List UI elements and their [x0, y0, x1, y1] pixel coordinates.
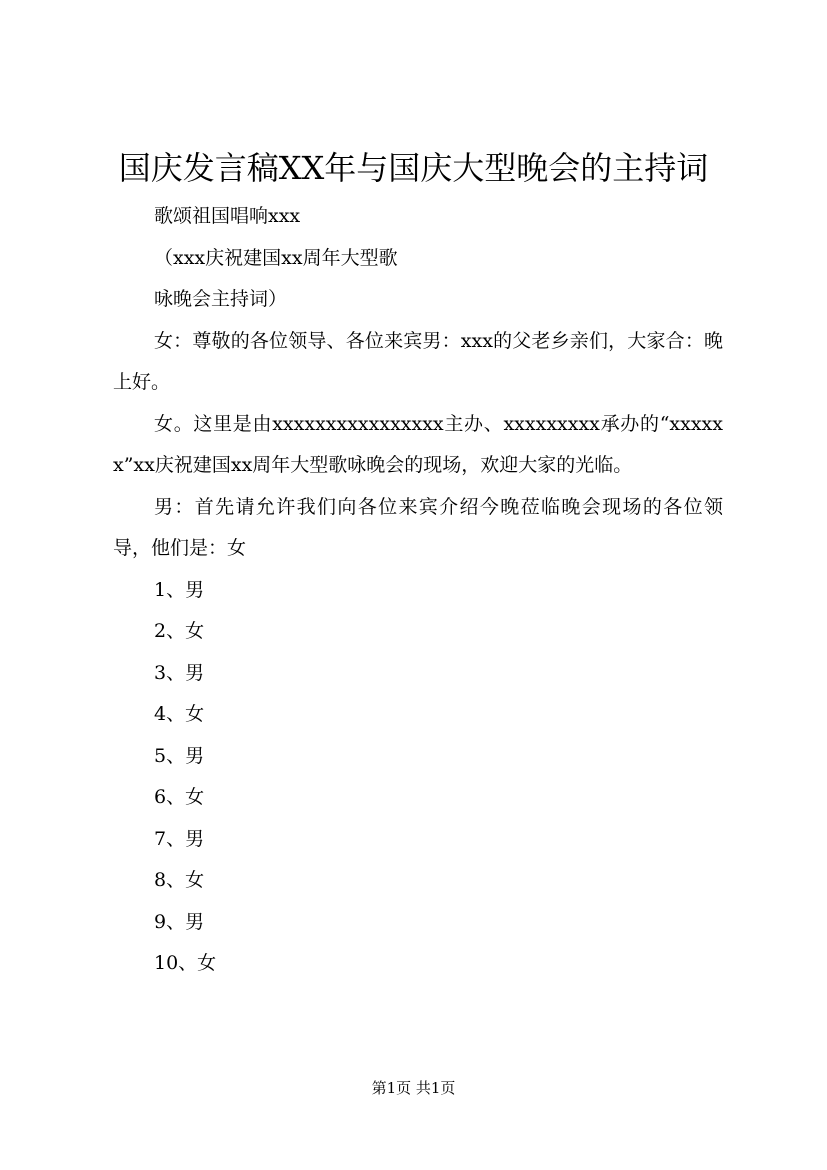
list-item: 9、男	[154, 910, 205, 933]
paragraph-subtitle-line3: 咏晚会主持词）	[154, 288, 288, 310]
list-item: 7、男	[154, 827, 205, 850]
list-item: 2、女	[154, 620, 205, 642]
list-item: 4、女	[154, 703, 205, 725]
list-item: 1、男	[154, 578, 205, 601]
list-item: 5、男	[154, 744, 205, 767]
paragraph-introduction: 男：首先请允许我们向各位来宾介绍今晚莅临晚会现场的各位领导，他们是：女	[113, 495, 723, 559]
document-body	[113, 196, 723, 985]
paragraph-subtitle-line2: （xxx庆祝建国xx周年大型歌	[154, 246, 398, 269]
paragraph-welcome: 女。这里是由xxxxxxxxxxxxxxxx主办、xxxxxxxxx承办的“xxxxxx”xx庆祝建国xx周年大型歌咏晚会的现场，欢迎大家的光临。	[113, 412, 723, 476]
paragraph-subtitle: 歌颂祖国唱响xxx	[154, 205, 301, 227]
speaker-list	[113, 570, 723, 985]
list-item: 3、男	[154, 661, 205, 684]
page-footer: 第1页 共1页	[371, 1079, 456, 1097]
list-item: 8、女	[154, 869, 205, 891]
list-item: 10、女	[154, 952, 217, 974]
list-item: 6、女	[154, 786, 205, 808]
document-title: 国庆发言稿XX年与国庆大型晚会的主持词	[118, 149, 709, 187]
paragraph-greeting: 女：尊敬的各位领导、各位来宾男：xxx的父老乡亲们，大家合：晚上好。	[113, 329, 723, 393]
